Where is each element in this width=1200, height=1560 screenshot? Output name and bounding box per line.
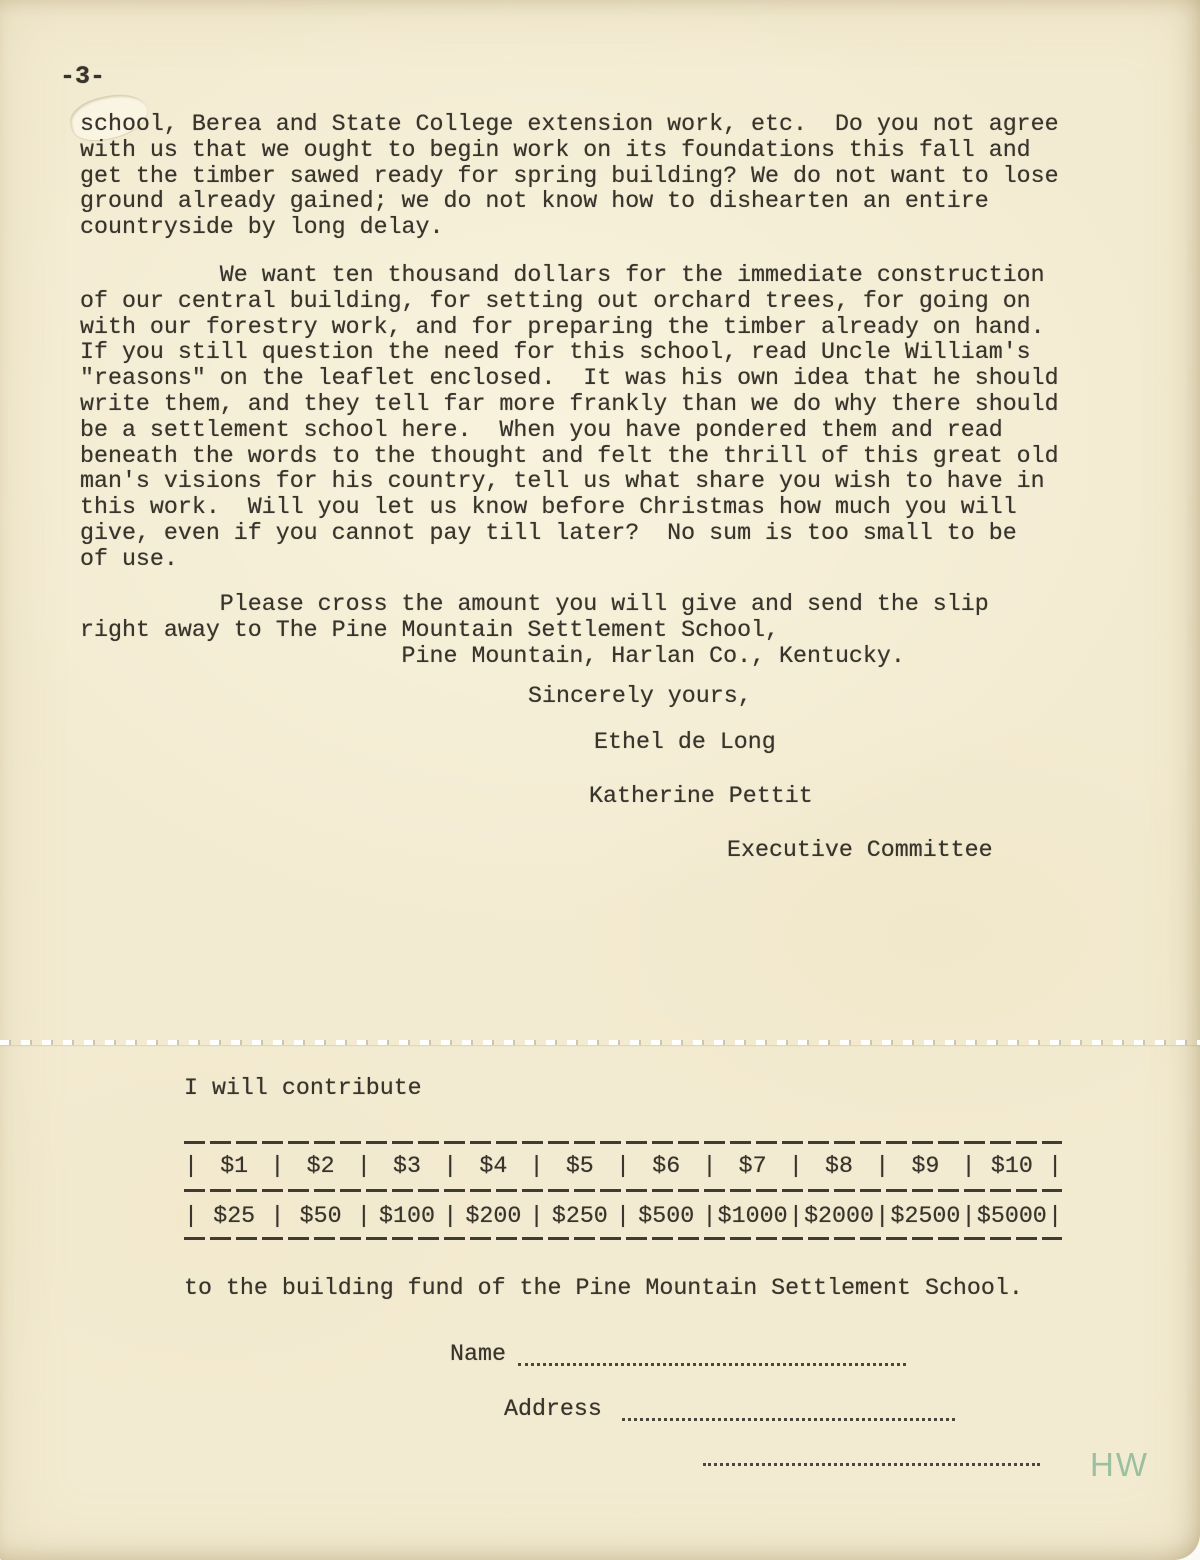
amount-cell[interactable]: $2: [306, 1153, 335, 1179]
text-line: If you still question the need for this school, read Uncle William's: [80, 339, 1031, 366]
amount-cell[interactable]: $50: [299, 1203, 342, 1229]
cell-divider: |: [788, 1153, 803, 1179]
amount-table-rule-bottom: [184, 1237, 1062, 1240]
letter-paragraph-1: [80, 112, 1059, 241]
text-line: beneath the words to the thought and felt the thrill of this great old: [80, 442, 1059, 469]
signature-name-katherine-pettit: Katherine Pettit: [589, 783, 813, 809]
name-label: Name: [450, 1341, 506, 1367]
amount-cell[interactable]: $9: [911, 1153, 940, 1179]
signature-title: Executive Committee: [727, 837, 993, 863]
amount-cell[interactable]: $5000: [976, 1203, 1047, 1229]
text-line: Pine Mountain, Harlan Co., Kentucky.: [80, 642, 905, 669]
slip-intro-text: I will contribute: [184, 1075, 422, 1101]
cell-divider: |: [356, 1203, 371, 1229]
amount-row-large[interactable]: [184, 1200, 1062, 1232]
cell-divider: |: [1048, 1203, 1063, 1229]
letter-paragraph-3: [80, 592, 989, 669]
text-line: get the timber sawed ready for spring building? We do not want to lose: [80, 162, 1059, 189]
cell-divider: |: [616, 1153, 631, 1179]
cell-divider: |: [443, 1153, 458, 1179]
text-line: write them, and they tell far more frankly than we do why there should: [80, 390, 1059, 417]
address-field-line-1[interactable]: [622, 1398, 955, 1421]
signature-name-ethel-de-long: Ethel de Long: [594, 729, 776, 755]
cell-divider: |: [529, 1203, 544, 1229]
amount-row-small[interactable]: [184, 1150, 1062, 1182]
text-line: be a settlement school here. When you have pondered them and read: [80, 416, 1003, 443]
text-line: with us that we ought to begin work on its foundations this fall and: [80, 136, 1031, 163]
address-field-line-2[interactable]: [703, 1443, 1040, 1466]
amount-cell[interactable]: $2000: [804, 1203, 874, 1229]
amount-cell[interactable]: $500: [638, 1203, 695, 1229]
slip-outro-text: to the building fund of the Pine Mountain Settlement School.: [184, 1275, 1023, 1301]
text-line: ground already gained; we do not know how to dishearten an entire: [80, 188, 989, 215]
text-line: school, Berea and State College extension work, etc. Do you not agree: [80, 111, 1059, 137]
cell-divider: |: [1048, 1153, 1063, 1179]
cell-divider: |: [875, 1153, 890, 1179]
amount-cell[interactable]: $7: [738, 1153, 767, 1179]
text-line: countryside by long delay.: [80, 214, 444, 241]
text-line: Please cross the amount you will give and send the slip: [80, 591, 989, 617]
text-line: of use.: [80, 545, 178, 572]
cell-divider: |: [270, 1153, 285, 1179]
cell-divider: |: [875, 1203, 890, 1229]
text-line: We want ten thousand dollars for the immediate construction: [80, 262, 1045, 288]
amount-table-rule-middle: [184, 1189, 1062, 1192]
amount-cell[interactable]: $4: [479, 1153, 508, 1179]
address-label: Address: [504, 1396, 602, 1422]
amount-cell[interactable]: $6: [652, 1153, 681, 1179]
letter-paragraph-2: [80, 263, 1059, 573]
cell-divider: |: [184, 1153, 198, 1179]
amount-cell[interactable]: $10: [990, 1153, 1033, 1179]
cell-divider: |: [616, 1203, 631, 1229]
text-line: "reasons" on the leaflet enclosed. It was his own idea that he should: [80, 365, 1059, 392]
cell-divider: |: [702, 1203, 717, 1229]
text-line: this work. Will you let us know before Christmas how much you will: [80, 494, 1017, 521]
cell-divider: |: [356, 1153, 371, 1179]
amount-cell[interactable]: $1000: [717, 1203, 788, 1229]
amount-cell[interactable]: $250: [551, 1203, 608, 1229]
amount-cell[interactable]: $25: [213, 1203, 256, 1229]
amount-cell[interactable]: $200: [465, 1203, 522, 1229]
name-field[interactable]: [518, 1343, 906, 1366]
cell-divider: |: [702, 1153, 717, 1179]
cell-divider: |: [184, 1203, 198, 1229]
text-line: with our forestry work, and for preparing the timber already on hand.: [80, 313, 1045, 340]
cell-divider: |: [961, 1153, 976, 1179]
text-line: of our central building, for setting out orchard trees, for going on: [80, 287, 1031, 314]
cell-divider: |: [529, 1153, 544, 1179]
amount-cell[interactable]: $8: [825, 1153, 854, 1179]
amount-cell[interactable]: $5: [565, 1153, 594, 1179]
text-line: give, even if you cannot pay till later? No sum is too small to be: [80, 519, 1017, 546]
text-line: right away to The Pine Mountain Settlement School,: [80, 616, 780, 643]
amount-cell[interactable]: $100: [379, 1203, 435, 1229]
cell-divider: |: [961, 1203, 976, 1229]
cell-divider: |: [270, 1203, 285, 1229]
cell-divider: |: [443, 1203, 458, 1229]
amount-cell[interactable]: $3: [393, 1153, 421, 1179]
amount-cell[interactable]: $2500: [890, 1203, 961, 1229]
text-line: man's visions for his country, tell us what share you wish to have in: [80, 468, 1045, 495]
cell-divider: |: [788, 1203, 803, 1229]
hw-watermark: HW: [1090, 1446, 1149, 1483]
amount-table-rule-top: [184, 1141, 1062, 1144]
page-number: -3-: [60, 62, 106, 91]
signature-closing: Sincerely yours,: [528, 683, 752, 709]
perforation-line: [0, 1040, 1200, 1045]
amount-cell[interactable]: $1: [220, 1153, 249, 1179]
